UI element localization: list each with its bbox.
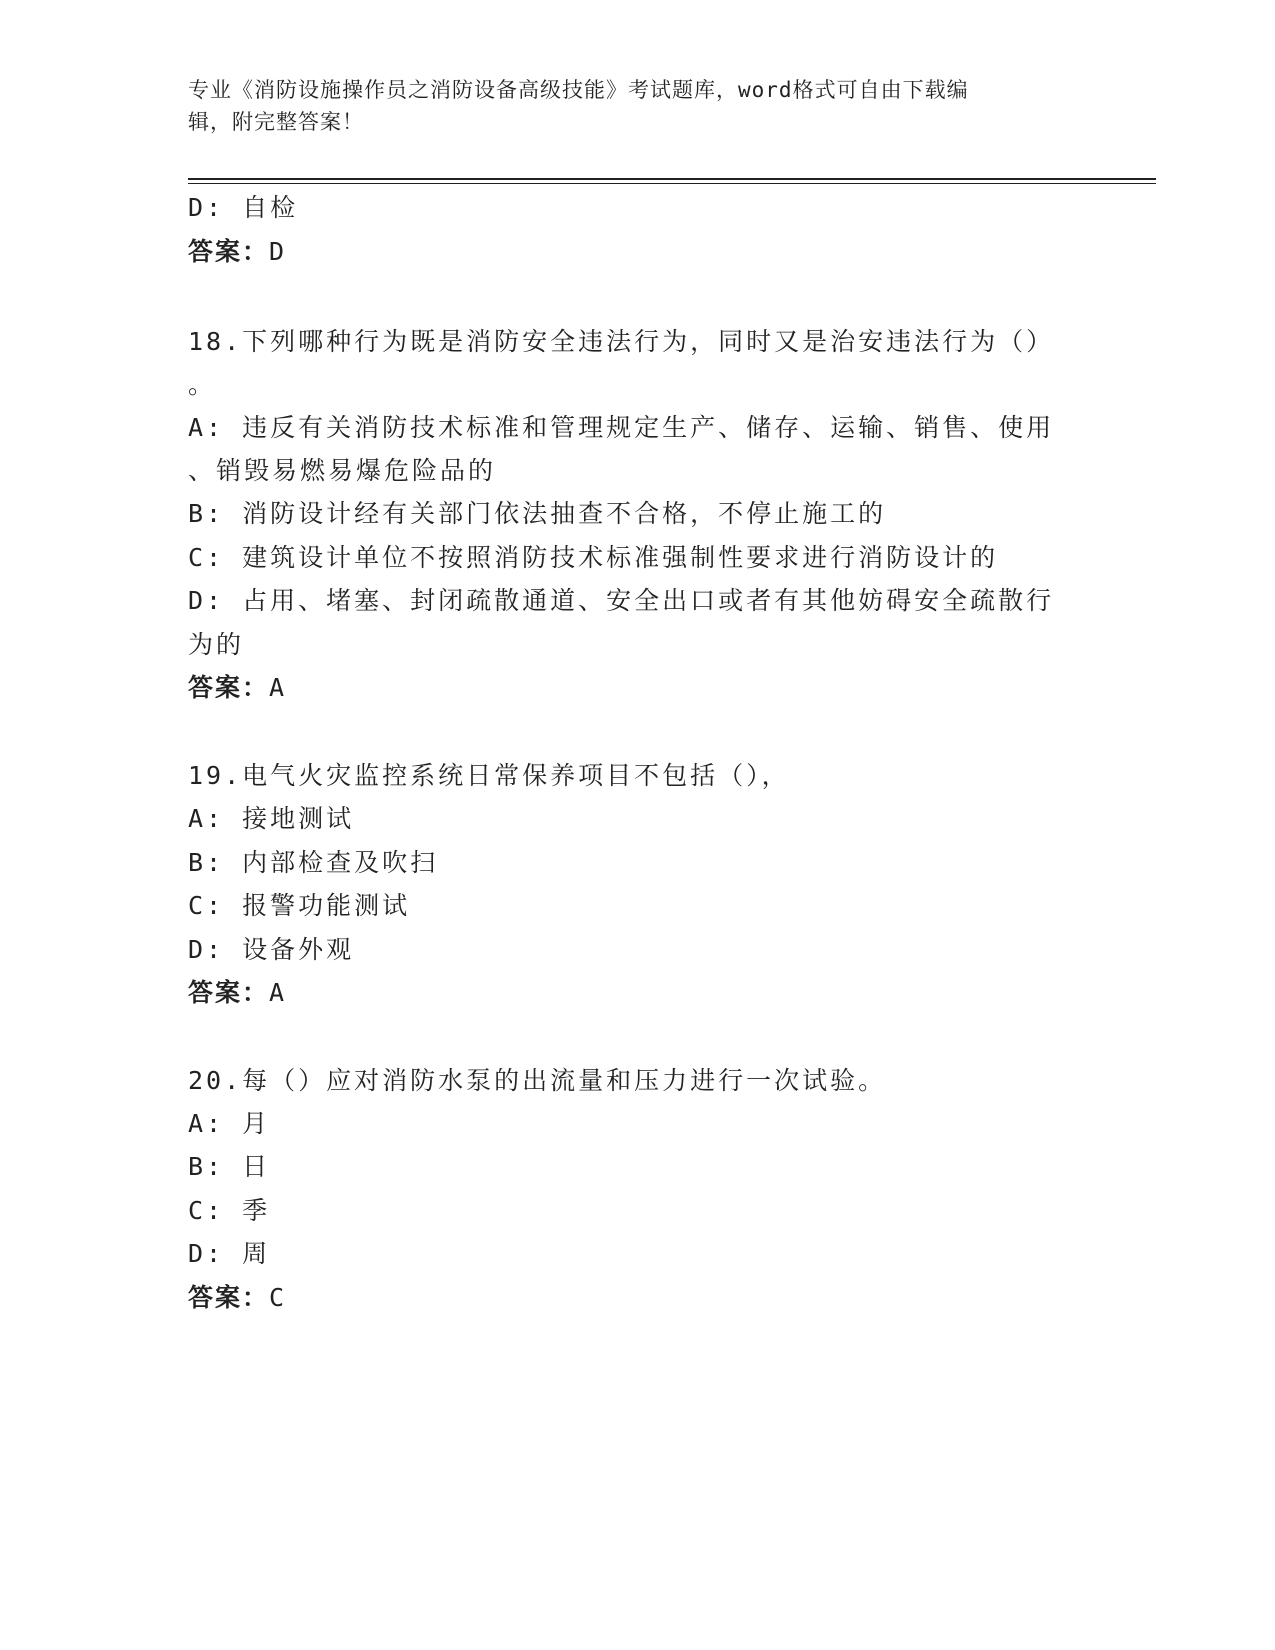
question-20-option-c: C: 季 (188, 1196, 271, 1225)
question-18-stem: 18.下列哪种行为既是消防安全违法行为，同时又是治安违法行为（） (188, 327, 1055, 356)
question-20-option-d: D: 周 (188, 1239, 271, 1268)
question-18-option-a-cont: 、销毁易燃易爆危险品的 (188, 456, 497, 485)
question-18-option-d-cont: 为的 (188, 630, 245, 659)
header-divider-thin (188, 183, 1156, 184)
answer-value: C (269, 1283, 287, 1312)
header-divider-thick (188, 178, 1156, 180)
question-19-answer (188, 976, 286, 1010)
question-18-option-a: A: 违反有关消防技术标准和管理规定生产、储存、运输、销售、使用 (188, 413, 1055, 442)
document-header (188, 74, 1088, 138)
answer-value: D (269, 237, 287, 266)
question-20-stem: 20.每（）应对消防水泵的出流量和压力进行一次试验。 (188, 1066, 887, 1095)
answer-label: 答案： (188, 673, 270, 702)
question-19-option-d: D: 设备外观 (188, 935, 355, 964)
question-19-option-b: B: 内部检查及吹扫 (188, 848, 439, 877)
question-18-option-d: D: 占用、堵塞、封闭疏散通道、安全出口或者有其他妨碍安全疏散行 (188, 586, 1055, 615)
answer-label: 答案： (188, 1283, 270, 1312)
question-20-answer (188, 1281, 286, 1315)
answer-label: 答案： (188, 237, 270, 266)
header-line-1: 专业《消防设施操作员之消防设备高级技能》考试题库，word格式可自由下载编 (188, 78, 969, 102)
answer-label: 答案： (188, 978, 270, 1007)
answer-value: A (269, 978, 287, 1007)
question-18-stem-cont: 。 (188, 370, 217, 399)
prev-option-d: D: 自检 (188, 193, 299, 222)
question-18-answer (188, 671, 286, 705)
question-18-option-c: C: 建筑设计单位不按照消防技术标准强制性要求进行消防设计的 (188, 543, 999, 572)
question-19-option-a: A: 接地测试 (188, 804, 355, 833)
question-19-stem: 19.电气火灾监控系统日常保养项目不包括（）， (188, 761, 790, 790)
question-20-option-b: B: 日 (188, 1152, 271, 1181)
prev-answer (188, 235, 286, 269)
header-line-2: 辑，附完整答案！ (188, 110, 364, 134)
question-20-option-a: A: 月 (188, 1109, 271, 1138)
question-19-option-c: C: 报警功能测试 (188, 891, 411, 920)
question-18-option-b: B: 消防设计经有关部门依法抽查不合格，不停止施工的 (188, 499, 887, 528)
answer-value: A (269, 673, 287, 702)
